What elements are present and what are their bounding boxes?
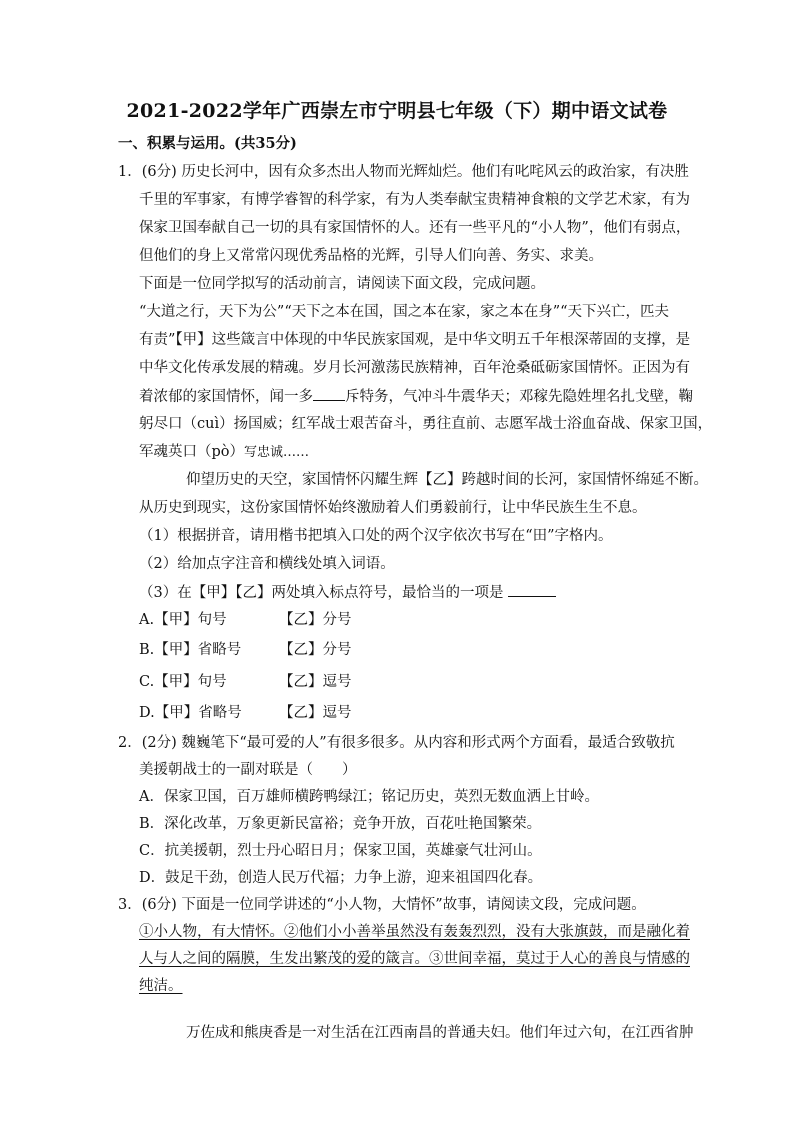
passage-line-5: 躬尽口（cuì）扬国威；红军战士艰苦奋斗，勇往直前、志愿军战士浴血奋战、保家卫国，	[139, 416, 713, 432]
option-a-second: 【乙】分号	[279, 612, 352, 628]
q1-option-b[interactable]	[139, 640, 352, 660]
q2-option-b[interactable]: B．深化改革，万象更新民富裕；竞争开放，百花吐艳国繁荣。	[139, 816, 542, 832]
option-b-first: B.【甲】省略号	[139, 642, 242, 658]
passage-line-4	[139, 386, 693, 407]
passage-line-1: “大道之行，天下为公”“天下之本在国，国之本在家，家之本在身”“天下兴亡，匹夫	[139, 304, 670, 320]
q3-paragraph: 万佐成和熊庚香是一对生活在江西南昌的普通夫妇。他们年过六旬，在江西省肿	[186, 1025, 694, 1041]
passage-line-3: 中华文化传承发展的精魂。岁月长河激荡民族精神，百年沧桑砥砺家国情怀。正因为有	[139, 360, 690, 376]
q1-sub-2: （2）给加点字注音和横线处填入词语。	[139, 556, 395, 572]
passage-line-6a: 军魂英口（pò）	[139, 444, 245, 460]
q2-stem-2: 美援朝战士的一副对联是（ ）	[139, 762, 357, 778]
q3-underlined-1: ①小人物，有大情怀。②他们小小善举虽然没有轰轰烈烈，没有大张旗鼓，而是融化着	[139, 924, 690, 940]
passage-line-6b: 写忠诚……	[244, 445, 310, 460]
q1-option-c[interactable]	[139, 672, 352, 692]
q1-line-4: 但他们的身上又常常闪现优秀品格的光辉，引导人们向善、务实、求美。	[139, 248, 603, 264]
q1-sub-1: （1）根据拼音，请用楷书把填入口处的两个汉字依次书写在“田”字格内。	[139, 528, 613, 544]
answer-blank[interactable]	[508, 582, 556, 597]
option-a-first: A.【甲】句号	[139, 612, 227, 628]
q3-underlined-2: 人与人之间的隔膜，生发出繁茂的爱的箴言。③世间幸福，莫过于人心的善良与情感的	[139, 951, 690, 967]
q2-option-a[interactable]: A．保家卫国，百万雄师横跨鸭绿江；铭记历史，英烈无数血洒上甘岭。	[139, 789, 599, 805]
q1-sub-3	[139, 582, 556, 603]
q1-sub-3-text: （3）在【甲】【乙】两处填入标点符号，最恰当的一项是	[139, 585, 504, 601]
q3-stem: 3．(6分) 下面是一位同学讲述的“小人物，大情怀”故事，请阅读文段，完成问题。	[118, 897, 646, 913]
option-b-second: 【乙】分号	[279, 642, 352, 658]
page-title: 2021-2022学年广西崇左市宁明县七年级（下）期中语文试卷	[126, 100, 668, 122]
option-d-first: D.【甲】省略号	[139, 705, 242, 721]
option-c-first: C.【甲】句号	[139, 674, 227, 690]
passage-line-4a: 着浓郁的家国情怀，闻一多	[139, 389, 313, 405]
passage2-line-1: 仰望历史的天空，家国情怀闪耀生辉【乙】跨越时间的长河，家国情怀绵延不断。	[186, 472, 708, 488]
passage-line-4b: 斥特务，气冲斗牛震华天；邓稼先隐姓埋名扎戈壁，鞠	[345, 389, 693, 405]
q1-option-d[interactable]	[139, 703, 352, 723]
passage-line-2: 有责”【甲】这些箴言中体现的中华民族家国观，是中华文明五千年根深蒂固的支撑，是	[139, 332, 691, 348]
q1-option-a[interactable]	[139, 610, 352, 630]
option-c-second: 【乙】逗号	[279, 674, 352, 690]
q2-stem-1: 2．(2分) 魏巍笔下“最可爱的人”有很多很多。从内容和形式两个方面看，最适合致敬抗	[118, 735, 675, 751]
fill-blank[interactable]	[313, 386, 345, 401]
q2-option-d[interactable]: D．鼓足干劲，创造人民万代福；力争上游，迎来祖国四化春。	[139, 870, 543, 886]
q1-line-3: 保家卫国奉献自己一切的具有家国情怀的人。还有一些平凡的“小人物”，他们有弱点，	[139, 220, 691, 236]
passage-line-6	[139, 442, 309, 463]
section-heading: 一、积累与运用。(共35分)	[118, 135, 297, 152]
option-d-second: 【乙】逗号	[279, 705, 352, 721]
q3-underlined-3: 纯洁。	[139, 978, 183, 994]
q1-instruction: 下面是一位同学拟写的活动前言，请阅读下面文段，完成问题。	[139, 276, 545, 292]
passage2-line-2: 从历史到现实，这份家国情怀始终激励着人们勇毅前行，让中华民族生生不息。	[139, 500, 647, 516]
q1-line-2: 千里的军事家，有博学睿智的科学家，有为人类奉献宝贵精神食粮的文学艺术家，有为	[139, 192, 690, 208]
q1-line-1: 1．(6分) 历史长河中，因有众多杰出人物而光辉灿烂。他们有叱咤风云的政治家，有决胜	[118, 164, 689, 180]
q2-option-c[interactable]: C．抗美援朝，烈士丹心昭日月；保家卫国，英雄豪气壮河山。	[139, 843, 542, 859]
